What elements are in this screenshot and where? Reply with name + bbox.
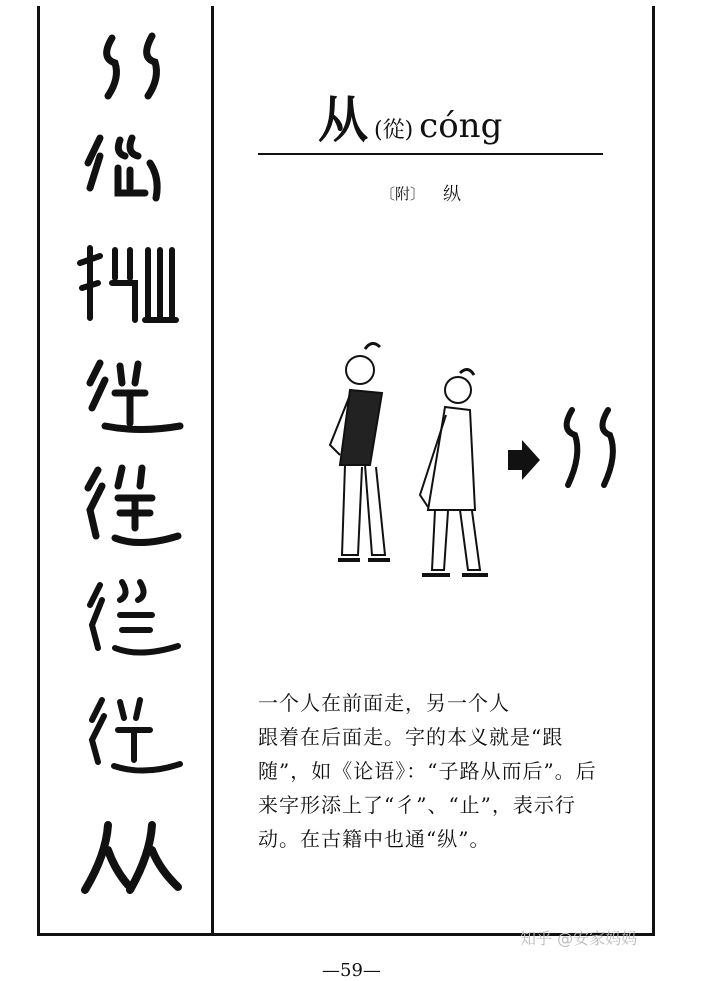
appendix-line xyxy=(380,180,461,206)
two-walking-figures-illustration xyxy=(310,335,640,605)
column-divider xyxy=(211,6,214,936)
appendix-tag: 〔附〕 xyxy=(380,184,426,203)
simplified-glyph xyxy=(60,805,200,915)
appendix-character: 纵 xyxy=(443,184,462,205)
regular-glyph-1 xyxy=(60,448,200,558)
clerical-glyph xyxy=(60,338,200,448)
seal-glyph xyxy=(60,228,200,338)
bronze-glyph xyxy=(60,118,200,228)
entry-traditional: (從) xyxy=(374,118,414,143)
entry-character: 从 xyxy=(318,90,368,149)
oracle-bone-glyph xyxy=(60,18,200,128)
entry-pinyin: cóng xyxy=(419,106,503,146)
title-rule xyxy=(258,153,603,155)
cursive-glyph xyxy=(60,560,200,670)
entry-title xyxy=(318,80,503,149)
watermark: 知乎 @安家妈妈 xyxy=(520,929,638,948)
glyph-evolution-column xyxy=(60,0,200,930)
running-glyph xyxy=(60,680,200,790)
page-number: —59— xyxy=(322,960,381,981)
explanation-text: 一个人在前面走，另一个人 跟着在后面走。字的本义就是“跟 随”，如《论语》：“子路从而后”。后 来字形添上了“彳”、“止”，表示行 动。在古籍中也通“纵”。 xyxy=(258,691,597,851)
